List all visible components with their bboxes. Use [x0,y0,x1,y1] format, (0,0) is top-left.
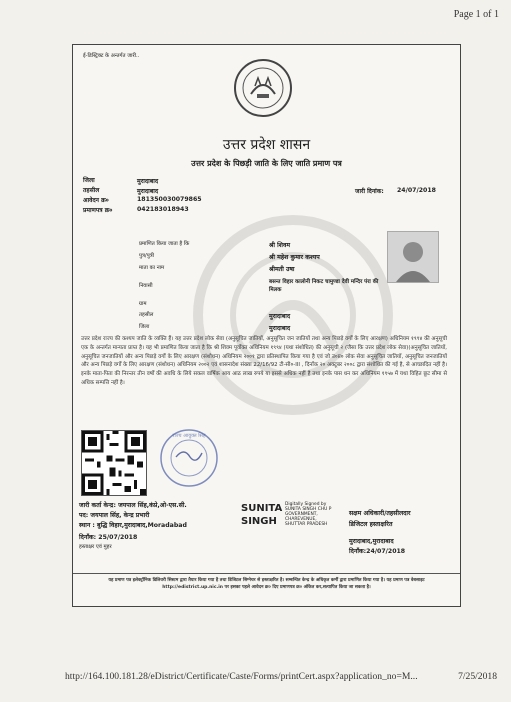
print-date: 7/25/2018 [458,671,497,682]
field-label: जिला [83,177,95,184]
issue-date: 24/07/2018 [397,187,436,194]
person-label: जिला [139,324,150,330]
qr-code-icon [81,430,147,496]
authority-place: मुरादाबाद,मुरादाबाद [349,538,394,545]
digital-sig-line: SHUTTAR PRADESH [285,522,328,527]
person-label: ग्राम [139,301,147,307]
field-value: मुरादाबाद [137,178,159,185]
field-label: प्रमाणपत्र क्र० [83,207,113,214]
father-name: श्री महेश कुमार कश्यप [269,254,320,261]
signer-name-2: SINGH [241,516,277,527]
person-label: तहसील [139,312,154,318]
applicant-photo [387,231,439,283]
certificate-title: उत्तर प्रदेश के पिछड़ी जाति के लिए जाति प्रमाण पत्र [191,159,342,168]
edistrict-line: ई-डिस्ट्रिक्ट के अन्तर्गत जारी.. [83,53,140,59]
issuer-sign-label: हस्ताक्षर एवं मुहर [79,544,112,550]
issuer-center: जारी कर्ता केन्द्र: जयपाल सिंह,कंप्रे,ओ-एस.सी. [79,502,187,509]
digital-sig-line: Digitally Signed by [285,502,327,507]
issuer-place: स्थान : बुद्धि विहार,मुरादाबाद,Moradabad [79,522,187,529]
up-emblem-icon [233,58,293,118]
field-label: तहसील [83,187,100,194]
signer-name-1: SUNITA [241,503,283,514]
tehsil-value: मुरादाबाद [269,313,291,320]
person-label: निवासी [139,283,153,289]
person-label: प्रमाणित किया जाता है कि [139,241,190,247]
person-label: पुत्र/पुत्री [139,253,155,259]
footer-note: यह प्रमाण पत्र इलेक्ट्रॉनिक डिलिवरी सिस्टम द्वारा तैयार किया गया है तथा डिजिटल सिग्नेचर से हस्ताक्षरित है। सम्बन्धित केन्द्र के अधिकृत कर्मी द्वारा प्रमाणित किया गया है। यह प्रमाण पत्र वेबसाइट http://edistrict.up.nic.in पर इसका पहले आवेदन क्र० दिए प्रमाणपत्र क्र० अंकित कर,सत्यापित किया जा सकता है। [108,578,425,590]
application-number: 181350030079865 [137,196,202,203]
govt-title: उत्तर प्रदेश शासन [222,137,311,153]
authority-title: सक्षम अधिकारी/तहसीलदार [349,510,411,517]
digital-sig-line: CHAREVENUE, [285,517,317,522]
authority-date: दिनाँक:24/07/2018 [349,548,406,555]
digital-sig-line: SUNITA SINGH CHU P [285,507,332,512]
certificate-number: 042183018943 [137,206,189,213]
digital-sig-line: GOVERNMENT, [285,512,318,517]
person-label: माता का नाम [139,265,165,271]
footer-divider [73,573,460,574]
print-url: http://164.100.181.28/eDistrict/Certificate/Caste/Forms/printCert.aspx?application_no=M... [65,671,418,682]
address: बसन्त विहार कालोनी निकट चामुण्डा देवी मन्दिर पंरा की मिलक [269,279,379,293]
mother-name: श्रीमती उषा [269,266,295,273]
certificate [72,44,461,607]
digitally-signed-label: डिजिटल हस्ताक्षरित [349,521,393,528]
issue-date-label: जारी दिनांक: [355,188,384,195]
person-name: श्री शिवम [269,242,291,249]
seal-text: राज्य आयुक्त सिंह [172,433,206,439]
page-number: Page 1 of 1 [453,9,499,20]
field-label: आवेदन क्र० [83,197,109,204]
issuer-date: दिनाँक: 25/07/2018 [79,534,138,541]
certificate-paragraph: उत्तर प्रदेश राज्य की कश्यप जाति के व्यक्ति हैं। यह उत्तर प्रदेश लोक सेवा (अनुसूचित जातियों, अनुसूचित जन जातियों तथा अन्य पिछड़े वर्गों के लिए आरक्षण) अधिनियम १९९४ की अनुसूची एक के अन्तर्गत मान्यता प्राप्त है। यह भी प्रमाणित किया जाता है कि श्री शिवम पूर्वोक्त अधिनियम १९९४ (यथा संशोधित) की अनुसूची २ (जैसा कि उत्तर प्रदेश लोक सेवा)(अनुसूचित जातियों, अनुसूचित जनजातियों और अन्य पिछड़े वर्गों के लिए आरक्षण (संशोधन) अधिनियम २००१ द्वारा प्रतिस्थापित किया गया है एवं जो उ०प्र० लोक सेवा अनुसूचित जातियों, अनुसूचित जनजातियों और अन्य पिछड़े वर्गों के लिए आरक्षण (संशोधन) अधिनियम २००२ एवं शासनादेश संख्या 22/16/92 टी-सी०-III , दिनाँक २० अक्टूबर २००८ द्वारा संशोधित की गई है, से आच्छादित नहीं है। इनके माता-पिता की निरन्तर तीन वर्षों की अवधि के लिये सकल वार्षिक आय आठ लाख रुपये या इससे अधिक नहीं है तथा इनके पास धन कर अधिनियम १९५७ में यथा विहित छूट सीमा से अधिक सम्पत्ति नहीं है। [81,336,447,386]
official-seal-icon [158,427,220,489]
issuer-post: पद: जयपाल सिंह, केन्द्र प्रभारी [79,512,150,519]
field-value: मुरादाबाद [137,188,159,195]
district-value: मुरादाबाद [269,325,291,332]
